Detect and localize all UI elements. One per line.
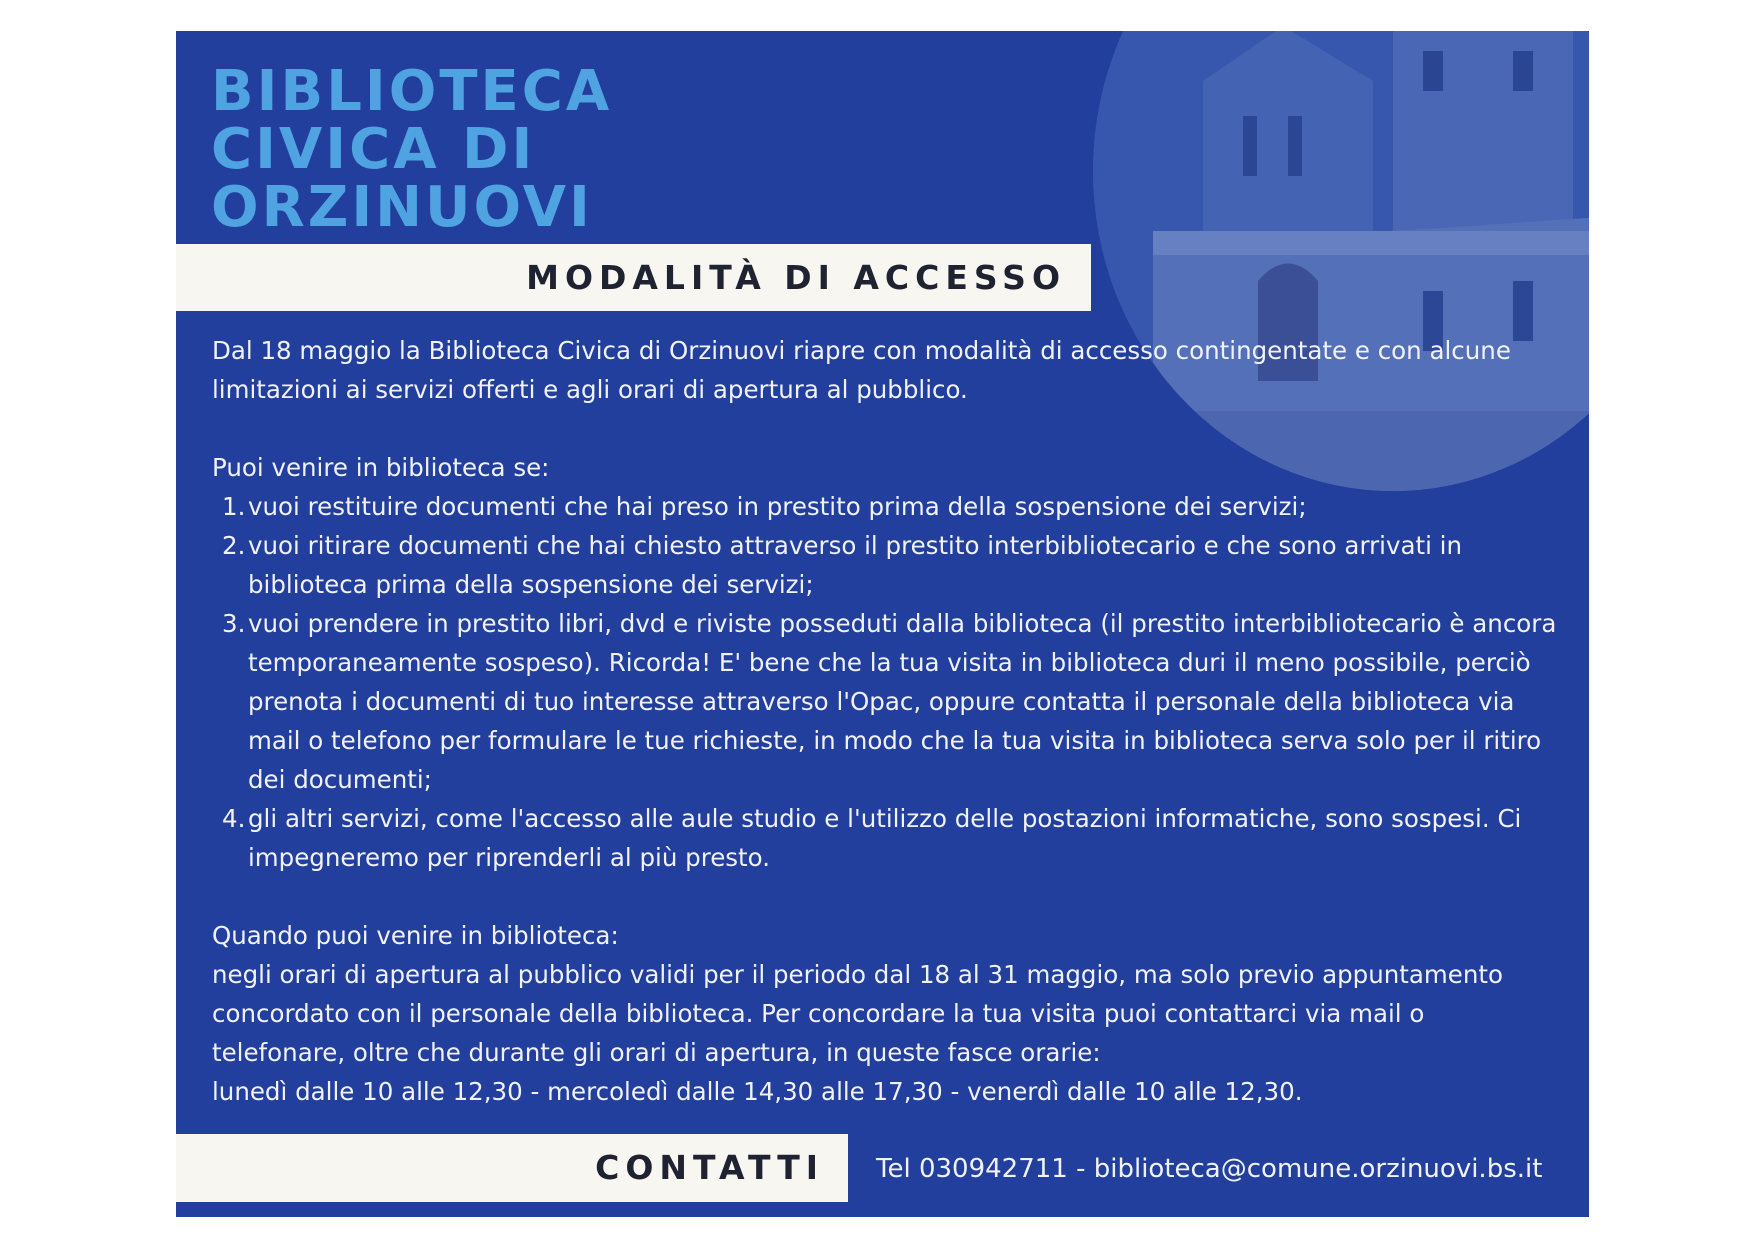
title-line: BIBLIOTECA — [211, 59, 613, 124]
contacts-heading: CONTATTI — [595, 1148, 824, 1187]
intro-text: Dal 18 maggio la Biblioteca Civica di Orzinuovi riapre con modalità di accesso contingentate e con alcune limitazioni ai servizi offerti e agli orari di apertura al pubblico. — [212, 336, 1511, 404]
list-item — [212, 487, 1557, 526]
list-item — [212, 604, 1557, 799]
list-number: 4. — [222, 804, 246, 833]
list-item — [212, 799, 1557, 877]
list-item — [212, 526, 1557, 604]
list-item-text: vuoi prendere in prestito libri, dvd e riviste posseduti dalla biblioteca (il prestito interbibliotecario è ancora temporaneamente sospeso). Ricorda! E' bene che la tua visita in biblioteca duri il meno possibile, perciò prenota i documenti di tuo interesse attraverso l'Opac, oppure contatta il personale della biblioteca via mail o telefono per formulare le tue richieste, in modo che la tua visita in biblioteca serva solo per il ritiro dei documenti; — [248, 609, 1557, 794]
when-title: Quando puoi venire in biblioteca: — [212, 921, 619, 950]
contact-info[interactable]: Tel 030942711 - biblioteca@comune.orzinuovi.bs.it — [876, 1154, 1543, 1184]
list-title: Puoi venire in biblioteca se: — [212, 453, 550, 482]
conditions-list — [212, 487, 1557, 877]
list-number: 2. — [222, 531, 246, 560]
title-line: CIVICA DI — [211, 117, 536, 182]
list-item-text: vuoi ritirare documenti che hai chiesto attraverso il prestito interbibliotecario e che sono arrivati in biblioteca prima della sospensione dei servizi; — [248, 531, 1463, 599]
title-line: ORZINUOVI — [211, 175, 593, 240]
access-banner — [176, 244, 1091, 311]
opening-hours: lunedì dalle 10 alle 12,30 - mercoledì dalle 14,30 alle 17,30 - venerdì dalle 10 alle 12,30. — [212, 1077, 1303, 1106]
access-heading: MODALITÀ DI ACCESSO — [526, 258, 1066, 297]
list-item-text: gli altri servizi, come l'accesso alle aule studio e l'utilizzo delle postazioni informatiche, sono sospesi. Ci impegneremo per riprenderli al più presto. — [248, 804, 1522, 872]
when-text: negli orari di apertura al pubblico validi per il periodo dal 18 al 31 maggio, ma solo previo appuntamento concordato con il personale della biblioteca. Per concordare la tua visita puoi contattarci via mail o telefonare, oltre che durante gli orari di apertura, in queste fasce orarie: — [212, 960, 1503, 1067]
library-title — [211, 59, 613, 240]
list-number: 3. — [222, 609, 246, 638]
access-content — [212, 331, 1557, 1111]
list-number: 1. — [222, 492, 246, 521]
list-item-text: vuoi restituire documenti che hai preso in prestito prima della sospensione dei servizi; — [248, 492, 1307, 521]
poster — [176, 31, 1589, 1217]
contacts-banner — [176, 1134, 848, 1202]
